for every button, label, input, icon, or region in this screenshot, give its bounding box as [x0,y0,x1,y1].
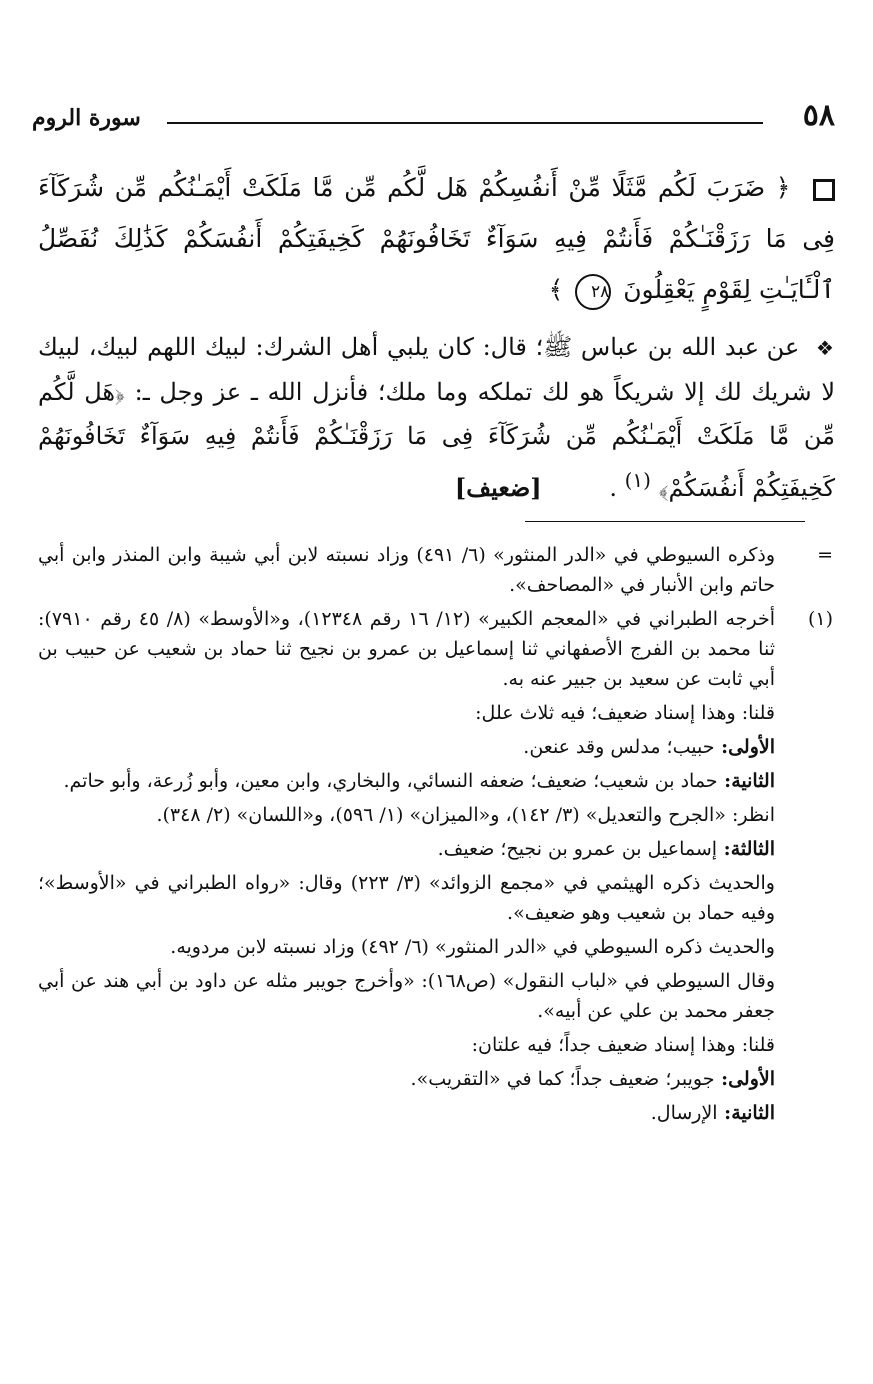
footnote-marker: = [817,544,833,566]
footnote-text: جويبر؛ ضعيف جداً؛ كما في «التقريب». [410,1068,715,1090]
footnote-text: قلنا: وهذا إسناد ضعيف؛ فيه ثلاث علل: [475,702,775,724]
footnote-paragraph [38,868,835,928]
footnote-text: أخرجه الطبراني في «المعجم الكبير» (١٢/ ١٦ رقم ١٢٣٤٨)، و«الأوسط» (٨/ ٤٥ رقم ٧٩١٠): ثنا محمد بن الفرج الأصفهاني ثنا إسماعيل بن عمرو بن نجيح ثنا حماد بن شعيب عن حبيب بن أبي ثابت عن سعيد بن جبير عنه به. [38,608,775,690]
footnote-label: الثانية: [717,1102,775,1124]
footnote-paragraph [38,766,835,796]
hadith-text [38,325,835,510]
footnote-label: الثانية: [717,770,775,792]
header-rule [167,122,763,124]
ayah-number: ٢٨ [575,274,611,310]
grade-badge: [ضعيف] [454,473,542,502]
footnote-label: الأولى: [714,736,775,758]
footnote-paragraph [38,1030,835,1060]
footnote-label: الأولى: [714,1068,775,1090]
diamond-bullet-icon: ❖ [815,336,835,360]
footnote-marker: (١) [807,608,833,630]
footnote-text: وذكره السيوطي في «الدر المنثور» (٦/ ٤٩١) وزاد نسبته لابن أبي شيبة وابن المنذر وابن أبي حاتم وابن الأنبار في «المصاحف». [38,544,776,596]
footnote-text: إسماعيل بن عمرو بن نجيح؛ ضعيف. [437,838,718,860]
footnote-paragraph [38,834,835,864]
footnote-paragraph [38,604,835,694]
footnote-ref[interactable]: (١) [624,468,651,492]
footnote-text: والحديث ذكره الهيثمي في «مجمع الزوائد» (٣/ ٢٢٣) وقال: «رواه الطبراني في «الأوسط»؛ وفيه حماد بن شعيب وهو ضعيف». [38,872,775,924]
footnote-text: والحديث ذكره السيوطي في «الدر المنثور» (٦/ ٤٩٢) وزاد نسبته لابن مردويه. [170,936,775,958]
hadith-end: . [609,474,617,502]
footnote-paragraph [38,1064,835,1094]
verse-text: ضَرَبَ لَكُم مَّثَلًا مِّنْ أَنفُسِكُمْ هَل لَّكُم مِّن مَّا مَلَكَتْ أَيْمَـٰنُكُم مِّن شُرَكَآءَ فِى مَا رَزَقْنَـٰكُمْ فَأَنتُمْ فِيهِ سَوَآءٌ تَخَافُونَهُمْ كَخِيفَتِكُمْ أَنفُسَكُمْ كَذَٰلِكَ نُفَصِّلُ ٱلْـَٔايَـٰتِ لِقَوْمٍ يَعْقِلُونَ [38,173,835,304]
footnote-separator [525,521,805,522]
footnote-paragraph [38,1098,835,1128]
page-header [32,98,835,138]
verse-close-bracket: ﴾ [548,275,564,304]
verse-open-bracket: ﴿ [775,173,791,202]
surah-name: سورة الروم [32,105,141,131]
hadith-quote: ﴿هَل لَّكُم مِّن مَّا مَلَكَتْ أَيْمَـٰنُكُم مِّن شُرَكَآءَ فِى مَا رَزَقْنَـٰكُمْ فَأَنتُمْ فِيهِ سَوَآءٌ تَخَافُونَهُمْ كَخِيفَتِكُمْ أَنفُسَكُمْ﴾ [38,378,835,502]
footnote-text: قلنا: وهذا إسناد ضعيف جداً؛ فيه علتان: [471,1034,775,1056]
footnote-paragraph [38,966,835,1026]
square-bullet-icon [813,179,835,201]
page-number: ٥٨ [802,98,835,133]
footnote-paragraph [38,800,835,830]
hadith-narration: عن عبد الله بن عباس ﷺ؛ قال: كان يلبي أهل الشرك: لبيك اللهم لبيك، لبيك لا شريك لك إلا شريكاً هو لك تملكه وما ملك؛ فأنزل الله ـ عز وجل ـ: [38,333,836,406]
quran-verse [38,162,835,315]
footnote-text: وقال السيوطي في «لباب النقول» (ص١٦٨): «وأخرج جويبر مثله عن داود بن أبي هند عن أبي جعفر محمد بن علي عن أبيه». [38,970,775,1022]
footnote-text: انظر: «الجرح والتعديل» (٣/ ١٤٢)، و«الميزان» (١/ ٥٩٦)، و«اللسان» (٢/ ٣٤٨). [156,804,775,826]
footnote-text: حماد بن شعيب؛ ضعيف؛ ضعفه النسائي، والبخاري، وابن معين، وأبو زُرعة، وأبو حاتم. [63,770,718,792]
footnote-text: الإرسال. [650,1102,718,1124]
footnote-text: حبيب؛ مدلس وقد عنعن. [523,736,715,758]
footnote-paragraph [38,540,835,600]
main-text [38,162,835,510]
footnotes-section [38,540,835,1132]
footnote-paragraph [38,932,835,962]
footnote-paragraph [38,732,835,762]
footnote-label: الثالثة: [717,838,775,860]
footnote-paragraph [38,698,835,728]
